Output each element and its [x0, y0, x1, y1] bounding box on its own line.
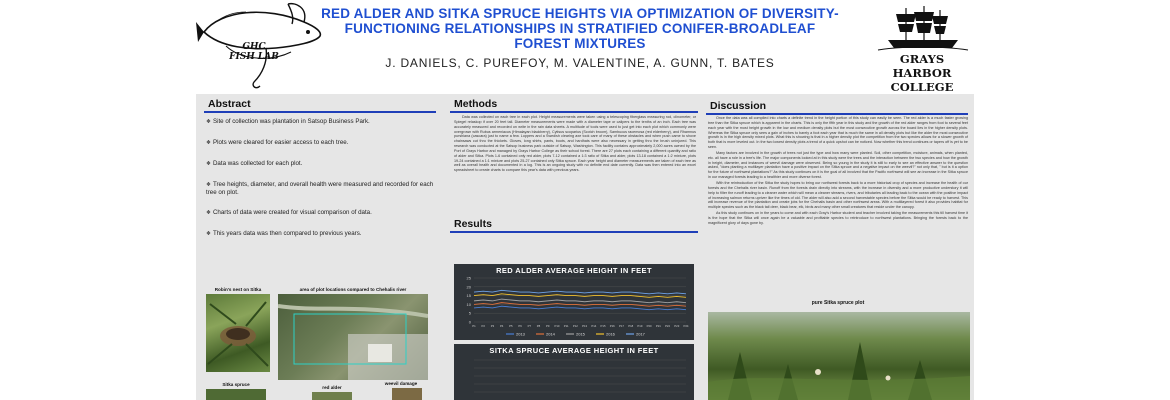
- x-tick-label: P5: [509, 324, 513, 328]
- discussion-text: [708, 116, 968, 304]
- sitka-plot-photo: [708, 312, 970, 400]
- sitka-spruce-chart-title: SITKA SPRUCE AVERAGE HEIGHT IN FEET: [489, 346, 659, 355]
- plot-map-image: [278, 294, 428, 380]
- red-alder-photo: [312, 392, 352, 400]
- discussion-paragraph: Once the data was all compiled into charts a definite trend in the height portion of this study can easily be seen. The red alder is a much faster growing tree than the Sitka spruce which is apparent in the charts. This is only the fifth year in this study and the growth of the red alder ranges from foot to several feet each year with the most height growth in the low and medium density plots but the most consecutive growth across the board lies in the higher density plots. Whereas the Sitka spruce only sees a gain of inches to barely a foot each year that is much the same in all density plots but like the alder the most consecutive growth is in the high density mixed plots. What this is showing is that in a higher density plot the competition from the two species allows for a slower growth of both that is more leveled out. In the two lowest density plots a trend of a quick upshot can be noticed. Now whether this trend continues or tapers off is yet to be seen.: [708, 116, 968, 150]
- x-tick-label: P15: [600, 324, 606, 328]
- abstract-bullet: ❖ Data was collected for each plot.: [206, 160, 438, 168]
- x-tick-label: P19: [637, 324, 643, 328]
- sitka-spruce-caption: Sitka spruce: [222, 382, 250, 387]
- x-tick-label: P9: [546, 324, 550, 328]
- robin-nest-caption: Robin's nest on Sitka: [214, 287, 262, 292]
- x-tick-label: P8: [536, 324, 541, 328]
- sitka-spruce-chart-plot: [454, 344, 694, 400]
- map-icon: [278, 294, 428, 380]
- weevil-damage-photo: [392, 388, 422, 400]
- y-tick-label: 15: [466, 293, 471, 299]
- poster-title: RED ALDER AND SITKA SPRUCE HEIGHTS VIA OPTIMIZATION OF DIVERSITY-FUNCTIONING RELATIONSHIPS IN STRATIFIED CONIFER-BROADLEAF FOREST MIXTURES: [321, 6, 839, 51]
- discussion-rule: [706, 113, 968, 115]
- legend-label-2016: 2016: [606, 331, 615, 337]
- x-tick-label: P12: [572, 324, 578, 328]
- poster-body: [196, 94, 974, 400]
- x-tick-label: P21: [655, 324, 661, 328]
- discussion-paragraph: As this study continues on in the years to come and with each Gray's Harbor student and teacher involved taking the measurements this till harvest time it is the hope that the Sitka will once again be a valuable and profitable species to reintroduce to northwest plantations. Bringing the forests back to the magnificent glory of days gone by.: [708, 211, 968, 225]
- x-tick-label: P13: [582, 324, 588, 328]
- y-tick-label: 25: [466, 275, 471, 281]
- college-name: [872, 52, 972, 94]
- college-name-line-1: GRAYS HARBOR: [892, 52, 952, 80]
- legend-label-2014: 2014: [546, 331, 555, 337]
- abstract-heading: Abstract: [208, 98, 251, 110]
- fish-lab-line-2: FISH LAB: [229, 52, 279, 62]
- abstract-bullet: ❖ Tree heights, diameter, and overall health were measured and recorded for each tree on plot.: [206, 181, 438, 197]
- college-logo: [872, 4, 972, 92]
- ship-icon: [872, 4, 972, 52]
- methods-paragraph: Data was collected on each tree in each plot. Height measurements were taken using a telescoping fiberglass measuring rod, clinometer, or Spiegel relaskop if over 20 feet tall. Diameter measurements were made with a diameter tape or calipers to the tenths of an inch. Each tree was accurately measured and recorded on write in the rain data sheets. A multitude of tools were used to just get into each plot which commonly were overgrown with Rubus armeniacus (Himalayan blackberry), Cytisus scoparius (Scotch broom), Sambucus racemosa (red elderberry), and Rhamnus purshiana (cascara) just to name a few. Loppers and a Swedish clearing axe took care of many of these obstacles and when push came to shove chainsaws cut thru the thickets. Gloves, long shirts, pants, boots, and hardhats were also necessary in getting thru the brush uninjured. This research was conducted at the Satsop business park outside of Satsop, Washington. This facility contains approximately 2,000 acres owned by the Port of Grays Harbor and managed by Grays Harbor College as their school forest. There are 27 plots each containing a different quantity and ratio of alder and Sitka. Plots 1-6 contained only red alder, plots 7-12 contained a 1:3 ratio of Sitka and alder, plots 13-18 contained a 1:2 mixture, plots 19-24 contained a 1:1 mixture and plots 25-27 contained only Sitka spruce. Each year height and diameter measurements are taken of each tree as well as overall health and documented in a log. This is an ongoing study with no definite end date currently. Data was then entered into an excel spreadsheet to create charts to compare this year's data with previous years.: [454, 115, 696, 173]
- x-tick-label: P16: [609, 324, 615, 328]
- fish-lab-text: [224, 42, 284, 62]
- legend-label-2013: 2013: [516, 331, 525, 337]
- x-tick-label: P1: [472, 324, 476, 328]
- methods-rule: [450, 111, 698, 113]
- x-tick-label: P7: [527, 324, 532, 328]
- discussion-heading: Discussion: [710, 100, 767, 112]
- fish-lab-logo: [196, 2, 326, 90]
- x-tick-label: P6: [518, 324, 522, 328]
- legend-label-2017: 2017: [636, 331, 645, 337]
- sitka-plot-caption: pure Sitka spruce plot: [811, 300, 865, 306]
- abstract-bullet: ❖ This years data was then compared to previous years.: [206, 230, 438, 238]
- results-heading: Results: [454, 218, 492, 230]
- x-tick-label: P2: [481, 324, 485, 328]
- x-tick-label: P24: [683, 324, 689, 328]
- x-tick-label: P18: [628, 324, 634, 328]
- series-line-2013: [474, 306, 686, 310]
- sitka-spruce-chart: [454, 344, 694, 400]
- forest-icon: [708, 312, 970, 400]
- y-tick-label: 10: [466, 301, 471, 307]
- poster-authors: J. DANIELS, C. PUREFOY, M. VALENTINE, A. GUNN, T. BATES: [385, 56, 775, 70]
- results-rule: [450, 231, 698, 233]
- abstract-bullets: [206, 118, 438, 251]
- y-tick-label: 5: [468, 310, 471, 316]
- abstract-bullet: ❖ Charts of data were created for visual comparison of data.: [206, 209, 438, 217]
- x-tick-label: P3: [490, 324, 495, 328]
- x-tick-label: P10: [554, 324, 560, 328]
- series-line-2017: [474, 290, 686, 294]
- y-tick-label: 0: [468, 319, 471, 325]
- methods-text: [454, 115, 696, 211]
- college-name-line-2: COLLEGE: [890, 80, 954, 94]
- plot-map-caption: area of plot locations compared to Chehalis river: [299, 287, 407, 292]
- discussion-paragraph: Many factors are involved in the growth of trees not just the type and how many were planted. Soil, other competition, moisture, animals, when planted, etc. all have a role in a tree's life. The major components looked at in this study were the trees and the interaction between the two species and how the growth in height, diameter, and instances of weevil damage were observed. Being so young in the study it is still to early to see an effective answer to the question asked, "does planting a multilayer plantation have a positive impact on the Sitka spruce and a negative impact on the weevil?" not only that, " but is it a option for the future of northwest plantations?" As this study continues on it is the goal of all involved that the Pacific northwest will see an increase in the Sitka spruce in our managed forests leading to a healthier and more diverse forest.: [708, 150, 968, 180]
- red-alder-chart-title: RED ALDER AVERAGE HEIGHT IN FEET: [496, 266, 652, 275]
- abstract-bullet: ❖ Site of collection was plantation in Satsop Business Park.: [206, 118, 438, 126]
- red-alder-chart-plot: [454, 264, 694, 340]
- legend-label-2015: 2015: [576, 331, 585, 337]
- x-tick-label: P4: [499, 324, 504, 328]
- x-tick-label: P23: [674, 324, 680, 328]
- poster-header: [0, 0, 1170, 92]
- x-tick-label: P17: [618, 324, 624, 328]
- y-tick-label: 20: [466, 284, 471, 290]
- red-alder-chart: [454, 264, 694, 340]
- fish-lab-line-1: GHC: [242, 42, 266, 52]
- robin-nest-photo: [206, 294, 270, 372]
- abstract-bullet: ❖ Plots were cleared for easier access to each tree.: [206, 139, 438, 147]
- series-line-2015: [474, 299, 686, 303]
- abstract-rule: [204, 111, 436, 113]
- x-tick-label: P22: [665, 324, 671, 328]
- x-tick-label: P14: [591, 324, 597, 328]
- methods-heading: Methods: [454, 98, 498, 110]
- nest-icon: [206, 294, 270, 372]
- discussion-paragraph: With the reintroduction of the Sitka the study hopes to bring our northwest forests back to a more historical crop of species and increase the health of our forests and the Chehalis river basin. Runoff from the forests drain directly into streams, with the increase in diversity and a more productive understory it will help to filter the runoff leading to a cleaner water which will mean a cleaner streams, rivers, and tributaries all leading back to the ocean with the positive impact of increasing salmon returns upriver like the times of old. The alder will also add a second harvestable species before the Sitka would be ready to harvest. This will increase revenue of the plantation and create jobs for the Chehalis basin and other northwest areas. With a multilayered forest it also provides habitat for multiple species such as the black tail deer, black bear, elk, birds and many other small creatures that reside under the canopy.: [708, 180, 968, 210]
- red-alder-caption: red alder: [322, 385, 342, 390]
- weevil-damage-caption: weevil damage: [384, 381, 418, 386]
- sitka-spruce-photo: [206, 389, 266, 400]
- x-tick-label: P11: [563, 324, 569, 328]
- x-tick-label: P20: [646, 324, 652, 328]
